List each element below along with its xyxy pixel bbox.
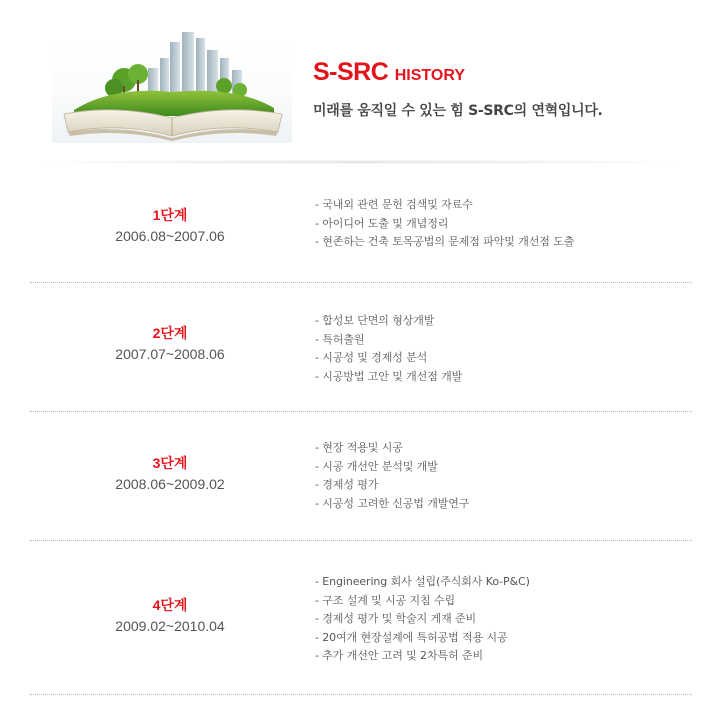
stage-items (315, 196, 574, 252)
stage-item: - 20여개 현장설계에 특허공법 적용 시공 (315, 630, 508, 644)
stage-name: 4단계 (152, 597, 188, 613)
stage-period: 2009.02~2010.04 (115, 618, 225, 634)
book-city-illustration (52, 28, 292, 143)
stage-item: - 아이디어 도출 및 개념정리 (315, 216, 449, 230)
title-suffix: HISTORY (394, 67, 465, 84)
stage-divider (30, 694, 692, 695)
stage-label (30, 454, 310, 494)
stage-item: - 시공성 고려한 신공법 개발연구 (315, 496, 470, 510)
header-divider (45, 160, 675, 164)
stage-items (315, 312, 462, 386)
stage-item: - 시공방법 고안 및 개선점 개발 (315, 369, 463, 383)
stage-item: - 국내외 관련 문헌 검색및 자료수 (315, 198, 473, 211)
stage-divider (30, 282, 692, 283)
stage-divider (30, 540, 692, 541)
stage-item: - 시공 개선안 분석및 개발 (315, 459, 438, 473)
stage-item: - 추가 개선안 고려 및 2차특허 준비 (315, 649, 483, 663)
stage-divider (30, 411, 692, 412)
stage-label (30, 596, 310, 636)
stage-period: 2007.07~2008.06 (115, 346, 225, 362)
stage-item: - 합성보 단면의 형상개발 (315, 314, 435, 327)
stage-item: - Engineering 회사 설립(주식회사 Ko-P&C) (315, 575, 530, 588)
page-title (313, 58, 465, 87)
brand-name: S-SRC (313, 58, 389, 86)
stage-items (315, 439, 469, 513)
stage-item: - 시공성 및 경제성 분석 (315, 351, 428, 365)
stage-label (30, 206, 310, 246)
stage-period: 2006.08~2007.06 (115, 228, 225, 244)
page-header (0, 0, 721, 165)
page-subtitle: 미래를 움직일 수 있는 힘 S-SRC의 연혁입니다. (313, 103, 603, 119)
stage-name: 2단계 (152, 325, 188, 341)
stage-name: 1단계 (152, 207, 188, 223)
stage-item: - 경제성 평가 및 학술지 게재 준비 (315, 612, 477, 626)
stage-name: 3단계 (152, 455, 188, 471)
stage-label (30, 324, 310, 364)
stage-item: - 경제성 평가 (315, 478, 379, 492)
stage-item: - 현존하는 건축 토목공법의 문제점 파악및 개선점 도출 (315, 235, 575, 249)
stage-item: - 특허출원 (315, 332, 365, 346)
stage-period: 2008.06~2009.02 (115, 476, 225, 492)
stage-items (315, 573, 530, 666)
stage-item: - 구조 설계 및 시공 지침 수립 (315, 593, 456, 607)
stage-item: - 현장 적용및 시공 (315, 441, 403, 454)
